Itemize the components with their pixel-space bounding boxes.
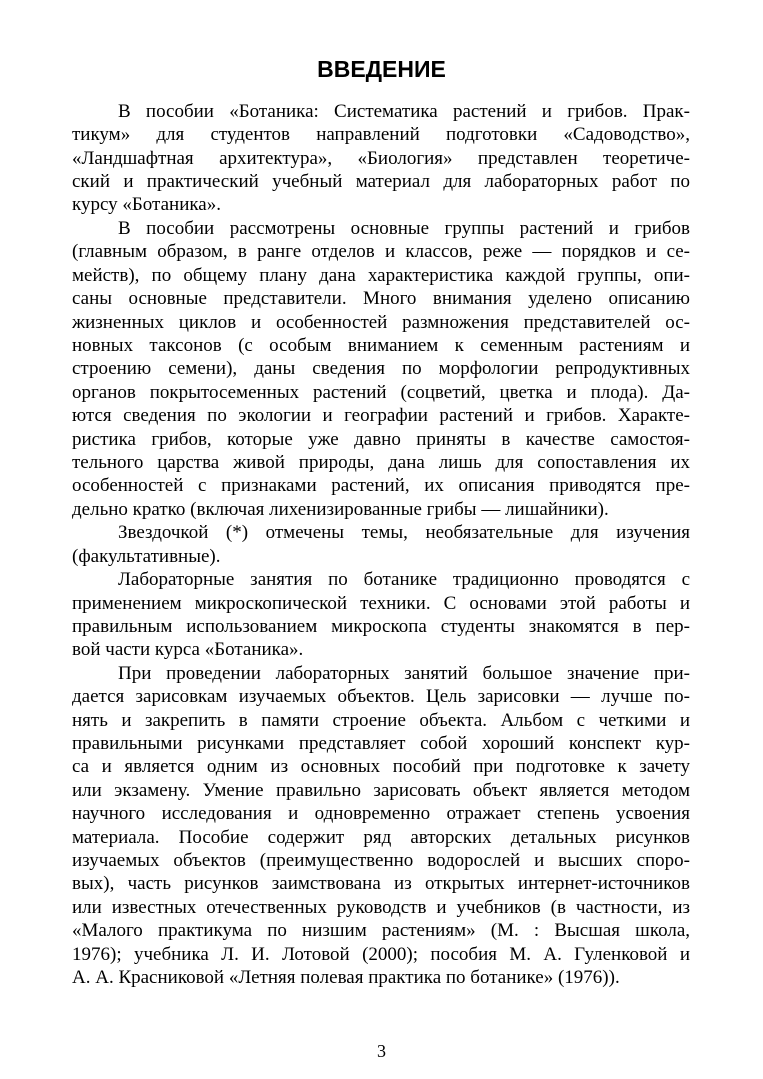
text-line: органов покрытосеменных растений (соцветий, цветка и плода). Да- bbox=[72, 382, 690, 403]
text-line: (главным образом, в ранге отделов и классов, реже — порядков и се- bbox=[72, 241, 690, 262]
text-line: научного исследования и одновременно отражает степень усвоения bbox=[72, 803, 690, 824]
text-line: мейств), по общему плану дана характеристика каждой группы, опи- bbox=[72, 265, 690, 286]
text-line: нять и закрепить в памяти строение объекта. Альбом с четкими и bbox=[72, 710, 690, 731]
text-line: При проведении лабораторных занятий большое значение при- bbox=[118, 663, 690, 684]
text-line: ристика грибов, которые уже давно приняты в качестве самостоя- bbox=[72, 429, 690, 450]
text-line: тикум» для студентов направлений подготовки «Садоводство», bbox=[72, 124, 690, 145]
text-line: применением микроскопической техники. С основами этой работы и bbox=[72, 593, 690, 614]
text-line: вых), часть рисунков заимствована из открытых интернет-источников bbox=[72, 873, 690, 894]
text-line: тельного царства живой природы, дана лишь для сопоставления их bbox=[72, 452, 690, 473]
text-line: жизненных циклов и особенностей размножения представителей ос- bbox=[72, 312, 690, 333]
text-line: (факультативные). bbox=[72, 546, 221, 567]
text-line: или экзамену. Умение правильно зарисовать объект является методом bbox=[72, 780, 690, 801]
text-line: особенностей с признаками растений, их описания приводятся пре- bbox=[72, 475, 690, 496]
text-line: дельно кратко (включая лихенизированные грибы — лишайники). bbox=[72, 499, 609, 520]
text-line: ский и практический учебный материал для лабораторных работ по bbox=[72, 171, 690, 192]
text-line: ются сведения по экологии и географии растений и грибов. Характе- bbox=[72, 405, 690, 426]
text-line: материала. Пособие содержит ряд авторских детальных рисунков bbox=[72, 827, 690, 848]
text-line: 1976); учебника Л. И. Лотовой (2000); пособия М. А. Гуленковой и bbox=[72, 944, 690, 965]
text-line: В пособии рассмотрены основные группы растений и грибов bbox=[118, 218, 690, 239]
text-line: Звездочкой (*) отмечены темы, необязательные для изучения bbox=[118, 522, 690, 543]
page-title: ВВЕДЕНИЕ bbox=[317, 56, 446, 82]
text-line: строению семени), даны сведения по морфологии репродуктивных bbox=[72, 358, 690, 379]
text-line: «Ландшафтная архитектура», «Биология» представлен теоретиче- bbox=[72, 148, 690, 169]
text-line: А. А. Красниковой «Летняя полевая практика по ботанике» (1976)). bbox=[72, 967, 620, 988]
text-line: изучаемых объектов (преимущественно водорослей и высших споро- bbox=[72, 850, 690, 871]
text-line: В пособии «Ботаника: Систематика растений и грибов. Прак- bbox=[118, 101, 690, 122]
text-line: вой части курса «Ботаника». bbox=[72, 639, 304, 660]
text-line: правильными рисунками представляет собой хороший конспект кур- bbox=[72, 733, 690, 754]
text-line: са и является одним из основных пособий при подготовке к зачету bbox=[72, 756, 690, 777]
text-line: курсу «Ботаника». bbox=[72, 194, 221, 215]
text-line: саны основные представители. Много внимания уделено описанию bbox=[72, 288, 690, 309]
text-line: «Малого практикума по низшим растениям» (М. : Высшая школа, bbox=[72, 920, 690, 941]
text-line: дается зарисовкам изучаемых объектов. Цель зарисовки — лучше по- bbox=[72, 686, 690, 707]
text-line: или известных отечественных руководств и учебников (в частности, из bbox=[72, 897, 690, 918]
page-number: 3 bbox=[377, 1041, 386, 1061]
text-line: Лабораторные занятия по ботанике традиционно проводятся с bbox=[118, 569, 690, 590]
text-line: новных таксонов (с особым вниманием к семенным растениям и bbox=[72, 335, 690, 356]
text-line: правильным использованием микроскопа студенты знакомятся в пер- bbox=[72, 616, 690, 637]
